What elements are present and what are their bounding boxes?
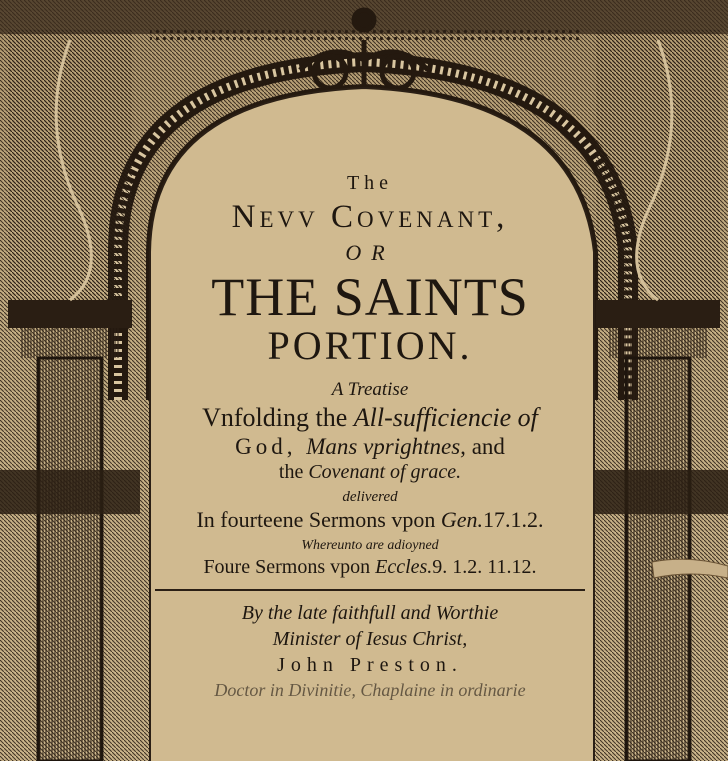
sermons-plain: In fourteene Sermons vpon bbox=[196, 507, 441, 532]
foure-ref: 9. 1.2. 11.12. bbox=[432, 556, 537, 578]
god-line bbox=[150, 435, 590, 458]
portion-heading: PORTION. bbox=[267, 323, 473, 368]
whereunto-label: Whereunto are adioyned bbox=[301, 538, 439, 553]
saints-heading: THE SAINTS bbox=[211, 267, 529, 327]
unfolding-plain: Vnfolding the bbox=[202, 403, 354, 432]
minister-line: Minister of Iesus Christ, bbox=[272, 628, 468, 650]
covenant-line bbox=[150, 462, 590, 482]
the-heading: The bbox=[346, 172, 394, 194]
god-and: and bbox=[465, 434, 505, 459]
unfolding-line bbox=[150, 405, 590, 431]
foure-italic: Eccles. bbox=[375, 556, 433, 578]
new-covenant-heading: Nevv Covenant, bbox=[231, 199, 509, 235]
title-text bbox=[150, 165, 590, 699]
cov-italic: Covenant of grace. bbox=[308, 461, 462, 483]
sermons-line bbox=[150, 509, 590, 531]
foure-plain: Foure Sermons vpon bbox=[203, 556, 376, 578]
god-italic: Mans vprightnes, bbox=[306, 434, 466, 459]
divider-rule bbox=[155, 589, 585, 591]
cov-the: the bbox=[278, 461, 309, 483]
foure-line bbox=[150, 557, 590, 577]
late-line: By the late faithfull and Worthie bbox=[241, 602, 499, 624]
sermons-ref: 17.1.2. bbox=[483, 507, 544, 532]
unfolding-italic: All-sufficiencie of bbox=[353, 403, 538, 432]
author-name: John Preston. bbox=[277, 654, 463, 676]
or-connector: OR bbox=[345, 240, 395, 265]
sermons-italic: Gen. bbox=[440, 507, 484, 532]
delivered-label: delivered bbox=[342, 489, 398, 505]
treatise-label: A Treatise bbox=[331, 379, 409, 400]
god-word: God, bbox=[235, 434, 307, 459]
cutoff-line: Doctor in Divinitie, Chaplaine in ordinarie bbox=[214, 680, 526, 700]
